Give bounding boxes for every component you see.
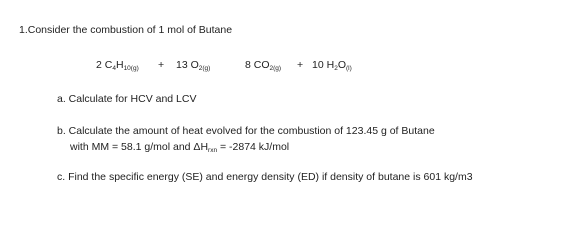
- plus-sign: +: [158, 59, 165, 71]
- carbon-dioxide-formula: 8 $CO_{2(g)}$: [245, 59, 282, 72]
- butane-formula: 2 $C_4H_{10(g)}$: [96, 59, 139, 72]
- water-formula: 10 $H_2O_{(l)}$: [312, 59, 352, 72]
- question-heading: 1.Consider the combustion of 1 mol of Butane: [19, 24, 233, 36]
- oxygen-formula: 13 $O_{2(g)}$: [176, 59, 211, 72]
- part-a-text: a. Calculate for HCV and LCV: [57, 93, 197, 105]
- part-c-text: c. Find the specific energy (SE) and energy density (ED) if density of butane is 601 kg/m3: [57, 171, 473, 183]
- part-b-line1: b. Calculate the amount of heat evolved for the combustion of 123.45 g of Butane: [57, 125, 435, 137]
- plus-sign: +: [297, 59, 304, 71]
- part-b-line2: with MM = 58.1 g/mol and $\Delta H_{rxn} = -2874$ kJ/mol: [70, 141, 290, 154]
